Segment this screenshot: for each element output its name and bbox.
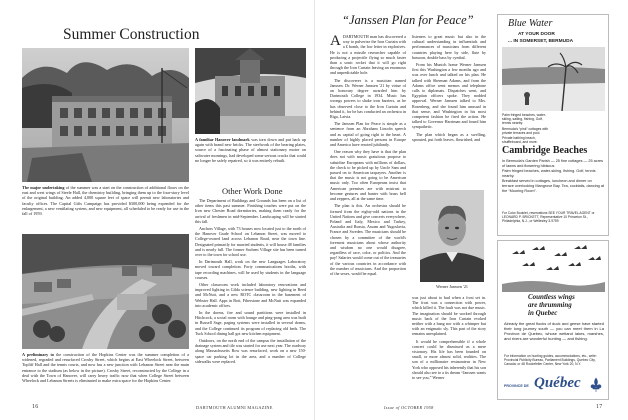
photo1-caption-text: of the summer was a start on the construction of additional floors on the east and west wings of Steele Hall, the chemistry building, bringing them up to the four-story level of the original building. An added 4,000 square feet of space will permit new laboratories and faculty offices. The Capital Gifts Campaign has provided $300,000 being expended for the enlargement, a new ventilating system, and new equipment, all scheduled to be ready for use in the fall of 1959. bbox=[22, 185, 189, 217]
ad-quebec bbox=[497, 240, 609, 400]
left-page-number: 16 bbox=[32, 404, 39, 410]
photo-crosby-street bbox=[22, 234, 189, 349]
ad-quebec-contact: For information on hunting guides, accommodations, etc., write: Provincial Publicity Bureau, Parliament Buildings, Quebec City, Canada; or 48 Rockefeller Center, New York 20, N.Y. bbox=[504, 354, 597, 367]
ad-bermuda-line2: ... IN SOMERSET, BERMUDA bbox=[508, 39, 574, 44]
portrait-caption: Werner Janssen '21 bbox=[435, 284, 469, 289]
right-article-column-2-top bbox=[412, 34, 486, 182]
paragraph: From his Munich home Werner Janssen first this Washington a few months ago and was over lunch and talked on his plan. He talked with Sherman Adams, and from the Adams office went memos and telephone calls to diplomats. Dispatches went, and Egyptian officers spoke. They nodded approval. Werner Janssen talked to Mrs. Rosenberg, and she found him unusual in that sense, and Washington in his most competent fashion he fired the action. He talked to Governor Harriman and found him sympathetic. bbox=[412, 62, 486, 130]
paragraph: The discoverer is a musician named Janssen. Dr. Werner Janssen '21 by virtue of an honorary degree awarded him by Dartmouth College in 1934. Music has wrongs powers to shake iron barriers, as he has observed close to the Iron Curtain and behind it, for he has conducted an orchestra in Riga, Latvia. bbox=[330, 77, 406, 120]
paragraph: In the dorms, fire and sound partitions were installed in Hitchcock, a social room with lounge and ping-pong area was built in Russell Sage, paging systems were installed in several dorms, and the College continued its program of replacing old beds. The Tuck School dining hall got new kitchen equipment. bbox=[195, 310, 306, 336]
paragraph: The Department of Buildings and Grounds has been on a list of other items this past summer. Finishing touches were put on the Iron new Chester Road dormitories, making them ready for the arrival of freshmen in mid-September. Landscaping will be started this fall. bbox=[195, 198, 306, 224]
ad-quebec-geese-illustration bbox=[502, 244, 605, 292]
photo-hanover-landmark bbox=[195, 48, 306, 134]
paragraph: DARTMOUTH man has discovered a way to pulverize the Iron Curtain with a £ bomb, the low letter in explosives. He is not a missile researcher capable of producing a projectile flying so much faster than a sonic rocket that it will go right through the Iron Curtain leaving an enormous and unpredictable hole. bbox=[330, 34, 406, 76]
right-article-column-1 bbox=[330, 34, 406, 390]
feature-item: Palm fringed beaches, water-skiing, fishing. Golf, tennis nearby. bbox=[502, 169, 596, 178]
ad-quebec-province-big: Québec bbox=[534, 375, 581, 391]
paragraph: It would be comprehensible if a whole concert could be dismissed as a mere visionary. His life has been founded on small, or more almost solid, realities. The son of a millionaire restaurateur in New York who opposed his inherently that his son should also see to a its dream “Janssen wants to see you,” Werner bbox=[412, 338, 486, 381]
left-article-column bbox=[195, 198, 306, 388]
bullet-item: Private bathing beach, shuffleboard, and more. bbox=[502, 136, 538, 145]
bullet-item: Palm fringed beaches, water-skiing, sailing, fishing, Golf, tennis nearby. bbox=[502, 113, 547, 126]
section-heading-other-work: Other Work Done bbox=[222, 186, 283, 196]
ad-bermuda bbox=[497, 14, 609, 236]
ad-quebec-body: Already the great flocks of duck and geese have started their long journey south — you can meet them in La Province de Quebec, whose wetland lakes, marshes, and rivers are wonderful hunting — and fishing. bbox=[504, 321, 604, 341]
feature-item: Breakfast served in cottages, luncheon and dinner on terrace overlooking Mangrove Bay. Tea, cocktails, dancing at the “Mooring Room”. bbox=[502, 179, 605, 193]
right-article-column-2-bottom bbox=[412, 295, 486, 395]
page-gutter bbox=[314, 0, 315, 420]
photo1-caption bbox=[22, 185, 189, 233]
headline-line: are thrumming bbox=[528, 301, 572, 309]
left-page-title: Summer Construction bbox=[63, 26, 200, 43]
photo3-caption-lead: A preliminary to bbox=[22, 352, 54, 357]
paragraph: The Janssen Plan for Peace is simple as a sentence from an Abraham Lincoln speech and as capital of going right to the heart. A number of highly placed persons in Europe and America have reacted jubilantly. bbox=[330, 121, 406, 148]
photo2-caption-text: was torn down and put back up again with brand new bricks. The steelwork of the bearing plates, source of a fascinating phase of almost stationary motor on saltwater mornings, had developed some serious cracks that could no longer be safely repaired, so it was entirely rebuilt. bbox=[195, 137, 306, 163]
portrait-werner-janssen bbox=[420, 190, 484, 282]
feature-item: In Bermuda's Garden Parish — 25 fine cottages — 25 acres of lawns and flowering hibiscus bbox=[502, 159, 603, 168]
ad-bermuda-script-title: Blue Water bbox=[508, 18, 553, 29]
fleur-de-lis-icon bbox=[590, 377, 602, 393]
paragraph: One reason why they have is that the plan does not with music gratuitous propose to subsidize Europeans with millions of dollars, the check to be picked up by Uncle Sam and passed on to American taxpayers. Another is that the music is not going to be American music only. Too often Europeans insist that American premises are with mistrust to become gestures and banter with brass bell and zeppers, all at the same time. bbox=[330, 149, 406, 202]
ad-bermuda-name: Cambridge Beaches bbox=[502, 145, 588, 156]
paragraph: listeners to great music but also in the cultural understanding in influentials and performances of musicians from different countries playing here by side, flute by bassoon, double bass by cymbal. bbox=[412, 34, 486, 60]
right-footer-issue: Issue of OCTOBER 1958 bbox=[384, 405, 434, 410]
right-page-title: “Janssen Plan for Peace” bbox=[342, 13, 474, 27]
paragraph: Other classroom work included laboratory renovations and improved lighting in Gilda science building, new lighting in Reed and McNutt, and a new ROTC classroom in the basement of Webster Hall. Apps in Bott, Fiberstone and McNutt was expanded into academic offices. bbox=[195, 282, 306, 308]
headline-line: in Quebec bbox=[528, 309, 558, 317]
paragraph: In Dartmouth Hall, work on the new Languages Laboratory moved toward completion. Forty communications booths, with tape recording machines, will be used by students in the language courses. bbox=[195, 259, 306, 280]
headline-line: Countless wings bbox=[528, 293, 575, 301]
photo3-caption bbox=[22, 352, 189, 394]
paragraph: The plan which began as a swelling, sprouted, put forth leaves, flourished, and bbox=[412, 131, 486, 142]
ad-quebec-province-small: PROVINCE DE bbox=[504, 384, 529, 388]
paragraph: Anchors Village, with 73 houses now located just to the north of the Hanover Grade School on Lebanon Street, was moved to College-owned land across Lebanon Road, near the town line. Designated primarily for married students, it will house 48 families and is nearly full. The former Sachem Village site has been turned over to the town for school use. bbox=[195, 226, 306, 258]
photo-steele-hall-construction bbox=[22, 48, 189, 182]
photo2-caption bbox=[195, 137, 306, 177]
ad-bermuda-features bbox=[502, 159, 604, 193]
ad-bermuda-bullets bbox=[502, 113, 550, 144]
photo1-caption-lead: The major undertaking bbox=[22, 185, 65, 190]
left-footer-title: DARTMOUTH ALUMNI MAGAZINE bbox=[196, 405, 273, 410]
ad-quebec-headline bbox=[528, 293, 604, 317]
paragraph: was just about to bud when a frost set in. The frost was a connection with power, which killed it. The fault was not due music. The imagination should be worked through music back of the Iron Curtain evoked neither with a bang nor with a whimper but with an enigmatic sly. This part of the story remains unexplained. bbox=[412, 295, 486, 337]
photo2-caption-lead: A familiar Hanover landmark bbox=[195, 137, 250, 142]
drop-cap: A bbox=[330, 34, 341, 49]
bullet-item: Bermuda's “pink” cottages with private terraces and pool. bbox=[502, 126, 549, 135]
photo3-caption-text: the construction of the Hopkins Center was the summer completion of a widened, regraded and resurfaced Crosby Street, which begins at East Wheelock Street, between Topliff Hall and the tennis courts, and now has a new junction with Lebanon Street near the main entrance to the stadium (as below in the picture). Crosby Street, reconstructed by the College in a deal with the Town of Hanover, will carry heavy traffic now that when College Street between Wheelock and Lebanon Streets is eliminated to make extra space for the Hopkins Center. bbox=[22, 352, 189, 384]
paragraph: Outdoors, on the north end of the campus the installation of the drainage system and tile was started for use next year. The roadway along Massachusetts Row was resurfaced, work on a new 150-space car parking lot in the area, and a number of College sidewalks were replaced. bbox=[195, 338, 306, 364]
ad-bermuda-line1: AT YOUR DOOR bbox=[518, 32, 555, 37]
ad-quebec-logo bbox=[504, 375, 604, 397]
ad-bermuda-beach-photo bbox=[502, 47, 605, 111]
paragraph: The plan is this. An orchestra should be formed from the eighty-odd nations in the United Nations and give concerts everywhere, Poland and Italy, Mexico and Turkey, Australia and Russia, Assam and Yugoslavia, France and Sweden. The musicians should be chosen by a committee of the world's foremost musicians about whose authority and wisdom no one would disagree, regardless of race, color, or politics. And the pay! Salaries would come out of the treasuries of the various countries in accordance with the number of musicians. And the proportion of the sexes, would be equal. bbox=[330, 203, 406, 276]
right-page-number: 17 bbox=[596, 404, 603, 410]
ad-bermuda-contact: For Color Booklet, reservations SEE YOUR TRAVEL AGENT or LEONARD P. BRICKETT, Representative 10 Princeton St., Philadelphia, N.J., or Wellesley 3-9759 bbox=[502, 211, 595, 224]
